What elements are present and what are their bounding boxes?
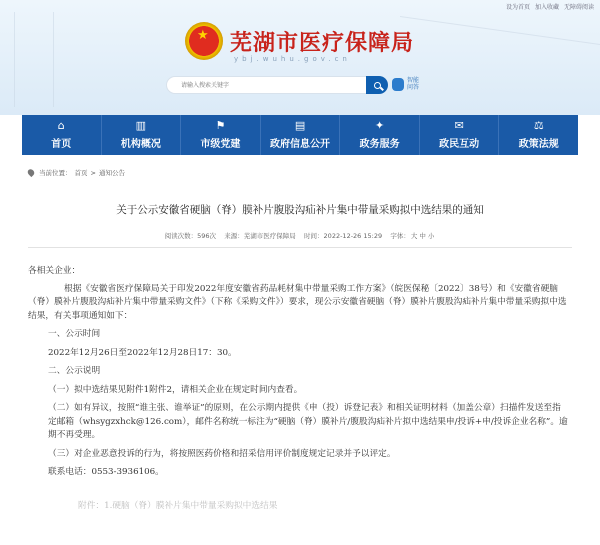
smart-qa-label: 智能问答 (407, 77, 420, 91)
views-count: 596次 (197, 232, 217, 240)
nav-label: 政策法规 (518, 139, 559, 150)
breadcrumb-separator: > (90, 168, 96, 177)
set-homepage-link[interactable]: 设为首页 (505, 4, 530, 11)
document-icon: ▤ (294, 119, 306, 132)
time-label: 时间： (304, 232, 324, 240)
nav-label: 机构概况 (120, 139, 161, 150)
home-icon: ⌂ (57, 119, 65, 132)
smart-qa-button[interactable] (392, 77, 421, 91)
font-size-label: 字体： (390, 232, 410, 240)
site-title: 芜湖市医疗保障局 (230, 30, 415, 56)
breadcrumb-home[interactable]: 首页 (74, 169, 88, 177)
note-item-1: （一）拟中选结果见附件1附件2，请相关企业在规定时间内查看。 (48, 384, 303, 395)
national-emblem-icon: ★ (185, 22, 223, 60)
background-power-lines (400, 16, 600, 94)
location-pin-icon (26, 168, 35, 177)
breadcrumb-current[interactable]: 通知公告 (98, 169, 125, 177)
search-icon (374, 82, 381, 89)
article-body (28, 265, 568, 512)
nav-home[interactable] (22, 115, 102, 155)
site-header (0, 0, 600, 115)
nav-gov-service[interactable] (340, 115, 420, 155)
main-nav (22, 115, 578, 155)
nav-label: 市级党建 (200, 139, 241, 150)
source-label: 来源： (224, 232, 244, 240)
search-button[interactable] (366, 76, 388, 94)
chat-icon: ✉ (454, 119, 464, 132)
scale-icon: ⚖ (533, 119, 544, 132)
note-item-3: （三）对企业恶意投诉的行为，将按照医药价格和招采信用评价制度规定记录并予以评定。 (48, 448, 396, 459)
salutation: 各相关企业： (28, 266, 81, 276)
nav-policy[interactable] (499, 115, 578, 155)
note-item-2: （二）如有异议，按照“谁主张、谁举证”的原则，在公示期内提供《申（投）诉登记表》和相关证明材料（加盖公章）扫描件发送至指定邮箱（whsygzxhck@126.com），邮件名称统一标注为“硬脑（脊）膜补片/腹股沟疝补片拟中选结果申/投诉+申/投诉企业名称”。逾期不再受理。 (48, 403, 568, 440)
paragraph-intro: 根据《安徽省医疗保障局关于印发2022年度安徽省药品耗材集中带量采购工作方案》（皖医保秘〔2022〕38号）和《安徽省硬脑（脊）膜补片腹股沟疝补片集中带量采购文件》（下称《采购文件》）要求，现公示安徽省硬脑（脊）膜补片腹股沟疝补片集中带量采购拟中选结果，有关事项通知如下： (28, 283, 567, 321)
section-heading-2: 二、公示说明 (48, 366, 101, 376)
nav-label: 首页 (51, 139, 72, 150)
site-domain: ybj.wuhu.gov.cn (234, 55, 351, 63)
robot-icon (392, 78, 404, 91)
font-large-button[interactable]: 大 (410, 232, 418, 240)
source-value: 芜湖市医疗保障局 (243, 232, 296, 240)
divider (28, 247, 572, 248)
nav-label: 政务服务 (359, 139, 400, 150)
section-heading-1: 一、公示时间 (48, 329, 101, 339)
font-small-button[interactable]: 小 (427, 232, 435, 240)
nav-party-building[interactable] (181, 115, 261, 155)
nav-info-disclosure[interactable] (261, 115, 341, 155)
nav-label: 政民互动 (439, 139, 480, 150)
font-medium-button[interactable]: 中 (419, 232, 426, 240)
time-value: 2022-12-26 15:29 (323, 232, 383, 240)
top-links (506, 2, 594, 11)
nav-org-overview[interactable] (102, 115, 182, 155)
accessibility-link[interactable]: 无障碍阅读 (563, 4, 594, 11)
add-favorite-link[interactable]: 加入收藏 (534, 4, 559, 11)
search-input[interactable] (181, 80, 351, 91)
article-meta (0, 231, 600, 240)
contact-phone: 联系电话：0553-3936106。 (48, 467, 164, 477)
publicity-period: 2022年12月26日至2022年12月28日17：30。 (48, 347, 237, 358)
attachment-line: 附件：1.硬脑（脊）膜补片集中带量采购拟中选结果 (78, 500, 278, 511)
views-label: 阅读次数： (164, 232, 198, 240)
breadcrumb-prefix: 当前位置： (39, 169, 72, 177)
nav-interaction[interactable] (420, 115, 500, 155)
background-tower (14, 12, 54, 107)
article-title: 关于公示安徽省硬脑（脊）膜补片腹股沟疝补片集中带量采购拟中选结果的通知 (116, 204, 484, 216)
building-icon: ▥ (135, 119, 147, 132)
breadcrumb (28, 168, 125, 177)
flag-icon: ⚑ (215, 119, 226, 132)
search-box (166, 76, 388, 94)
nav-label: 政府信息公开 (270, 139, 331, 150)
service-icon: ✦ (374, 119, 385, 132)
